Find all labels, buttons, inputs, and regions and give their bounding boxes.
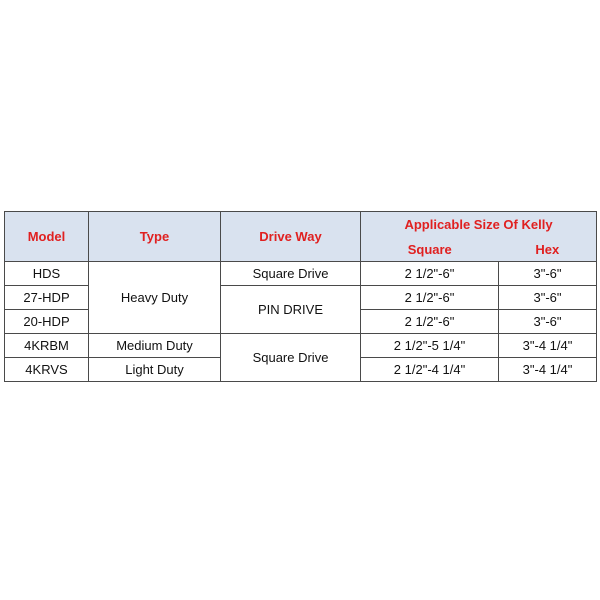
cell-square-size: 2 1/2"-6" bbox=[361, 262, 499, 286]
cell-model: 20-HDP bbox=[5, 310, 89, 334]
cell-model: 4KRBM bbox=[5, 334, 89, 358]
cell-square-size: 2 1/2"-6" bbox=[361, 286, 499, 310]
cell-square-size: 2 1/2"-5 1/4" bbox=[361, 334, 499, 358]
cell-type-heavy-duty: Heavy Duty bbox=[89, 262, 221, 334]
header-type: Type bbox=[89, 212, 221, 262]
cell-drive-square: Square Drive bbox=[221, 262, 361, 286]
cell-model: 27-HDP bbox=[5, 286, 89, 310]
kelly-size-table bbox=[4, 211, 597, 382]
header-drive-way: Drive Way bbox=[221, 212, 361, 262]
header-hex: Hex bbox=[499, 238, 597, 262]
cell-hex-size: 3"-6" bbox=[499, 286, 597, 310]
cell-square-size: 2 1/2"-6" bbox=[361, 310, 499, 334]
header-square: Square bbox=[361, 238, 499, 262]
cell-drive-pin: PIN DRIVE bbox=[221, 286, 361, 334]
cell-model: HDS bbox=[5, 262, 89, 286]
cell-drive-square: Square Drive bbox=[221, 334, 361, 382]
cell-hex-size: 3"-4 1/4" bbox=[499, 358, 597, 382]
cell-type-medium-duty: Medium Duty bbox=[89, 334, 221, 358]
table-row bbox=[5, 262, 597, 286]
cell-hex-size: 3"-6" bbox=[499, 262, 597, 286]
cell-square-size: 2 1/2"-4 1/4" bbox=[361, 358, 499, 382]
cell-type-light-duty: Light Duty bbox=[89, 358, 221, 382]
header-model: Model bbox=[5, 212, 89, 262]
table-row bbox=[5, 334, 597, 358]
cell-hex-size: 3"-6" bbox=[499, 310, 597, 334]
header-applicable-size: Applicable Size Of Kelly bbox=[361, 212, 597, 238]
cell-hex-size: 3"-4 1/4" bbox=[499, 334, 597, 358]
cell-model: 4KRVS bbox=[5, 358, 89, 382]
